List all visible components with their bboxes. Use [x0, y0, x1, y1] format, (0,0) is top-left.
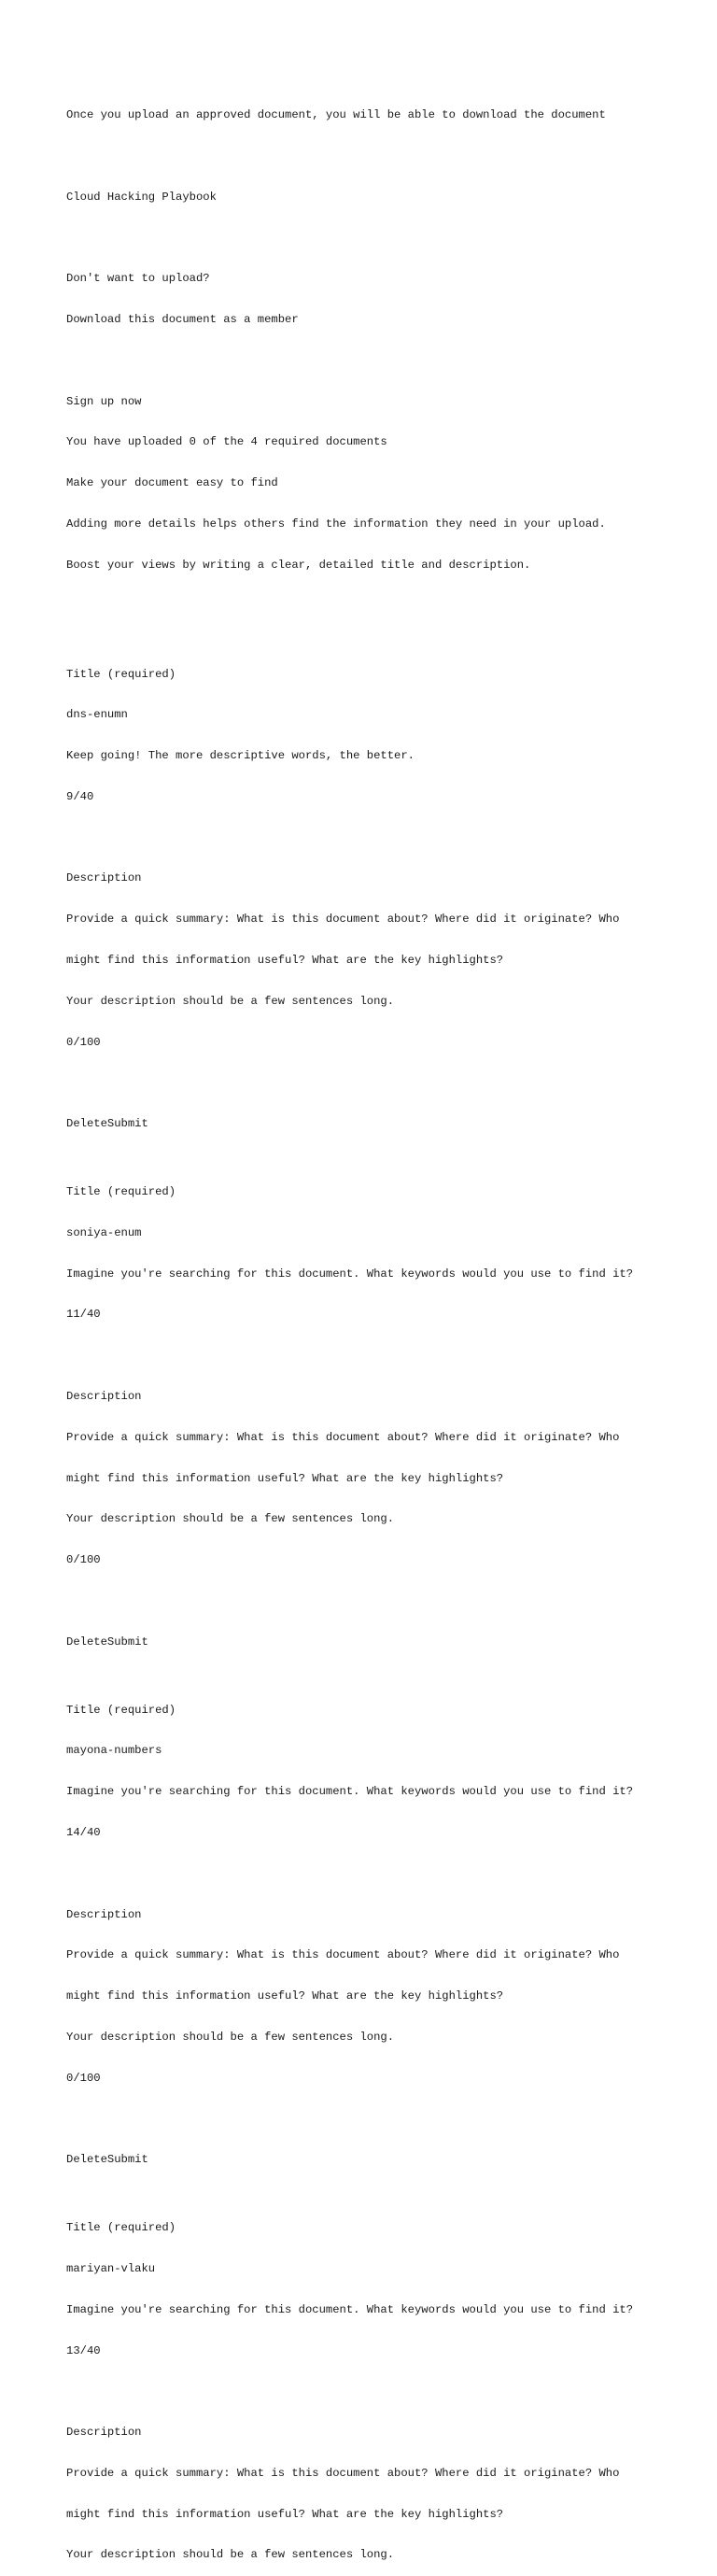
delete-submit-buttons[interactable]: DeleteSubmit: [66, 1635, 148, 1649]
description-label: Description: [66, 1907, 142, 1921]
no-upload-question: Don't want to upload?: [66, 272, 210, 286]
easy-find-heading: Make your document easy to find: [66, 476, 278, 490]
description-char-count: 0/100: [66, 2071, 101, 2085]
description-length-hint: Your description should be a few sentences long.: [66, 994, 395, 1008]
title-char-count: 14/40: [66, 1826, 101, 1839]
upload-progress: You have uploaded 0 of the 4 required documents: [66, 435, 387, 449]
title-char-count: 13/40: [66, 2343, 101, 2357]
description-input[interactable]: Provide a quick summary: What is this document about? Where did it originate? Who: [66, 913, 620, 927]
delete-submit-buttons[interactable]: DeleteSubmit: [66, 1117, 148, 1131]
title-label: Title (required): [66, 1185, 176, 1199]
title-hint: Imagine you're searching for this document. What keywords would you use to find it?: [66, 2302, 634, 2316]
title-input[interactable]: mariyan-vlaku: [66, 2262, 156, 2275]
title-char-count: 11/40: [66, 1308, 101, 1322]
description-input[interactable]: Provide a quick summary: What is this document about? Where did it originate? Who: [66, 2466, 620, 2480]
spacer: [66, 354, 682, 368]
title-hint: Imagine you're searching for this document. What keywords would you use to find it?: [66, 1267, 634, 1281]
spacer: [66, 232, 682, 246]
spacer: [66, 831, 682, 845]
details-hint: Adding more details helps others find the information they need in your upload.: [66, 517, 606, 531]
description-char-count: 0/100: [66, 1035, 101, 1049]
download-notice: Once you upload an approved document, you will be able to download the document: [66, 108, 606, 122]
title-label: Title (required): [66, 2221, 176, 2235]
spacer: [66, 2385, 682, 2399]
description-char-count: 0/100: [66, 1553, 101, 1567]
description-label: Description: [66, 2426, 142, 2440]
document-page: [66, 81, 682, 2576]
description-input[interactable]: Provide a quick summary: What is this document about? Where did it originate? Who: [66, 1948, 620, 1962]
title-label: Title (required): [66, 667, 176, 681]
member-download-link[interactable]: Download this document as a member: [66, 313, 299, 327]
description-label: Description: [66, 1390, 142, 1403]
description-hint-continued: might find this information useful? What are the key highlights?: [66, 1989, 504, 2003]
title-hint: Keep going! The more descriptive words, the better.: [66, 749, 415, 763]
title-input[interactable]: dns-enumn: [66, 708, 128, 722]
description-input[interactable]: Provide a quick summary: What is this document about? Where did it originate? Who: [66, 1430, 620, 1444]
spacer: [66, 1349, 682, 1363]
title-input[interactable]: mayona-numbers: [66, 1744, 162, 1758]
title-input[interactable]: soniya-enum: [66, 1225, 142, 1239]
description-hint-continued: might find this information useful? What are the key highlights?: [66, 2507, 504, 2521]
description-hint-continued: might find this information useful? What are the key highlights?: [66, 1471, 504, 1485]
title-char-count: 9/40: [66, 789, 94, 803]
description-length-hint: Your description should be a few sentences long.: [66, 2030, 395, 2044]
spacer: [66, 600, 682, 614]
spacer: [66, 1076, 682, 1090]
spacer: [66, 1867, 682, 1881]
boost-hint: Boost your views by writing a clear, detailed title and description.: [66, 558, 531, 572]
delete-submit-buttons[interactable]: DeleteSubmit: [66, 2153, 148, 2167]
spacer: [66, 149, 682, 163]
description-label: Description: [66, 871, 142, 885]
title-hint: Imagine you're searching for this document. What keywords would you use to find it?: [66, 1785, 634, 1799]
document-title: Cloud Hacking Playbook: [66, 190, 217, 204]
spacer: [66, 1594, 682, 1608]
description-hint-continued: might find this information useful? What are the key highlights?: [66, 954, 504, 967]
spacer: [66, 2112, 682, 2126]
sign-up-link[interactable]: Sign up now: [66, 394, 142, 408]
title-label: Title (required): [66, 1703, 176, 1717]
description-length-hint: Your description should be a few sentences long.: [66, 2548, 395, 2562]
description-length-hint: Your description should be a few sentences long.: [66, 1512, 395, 1526]
